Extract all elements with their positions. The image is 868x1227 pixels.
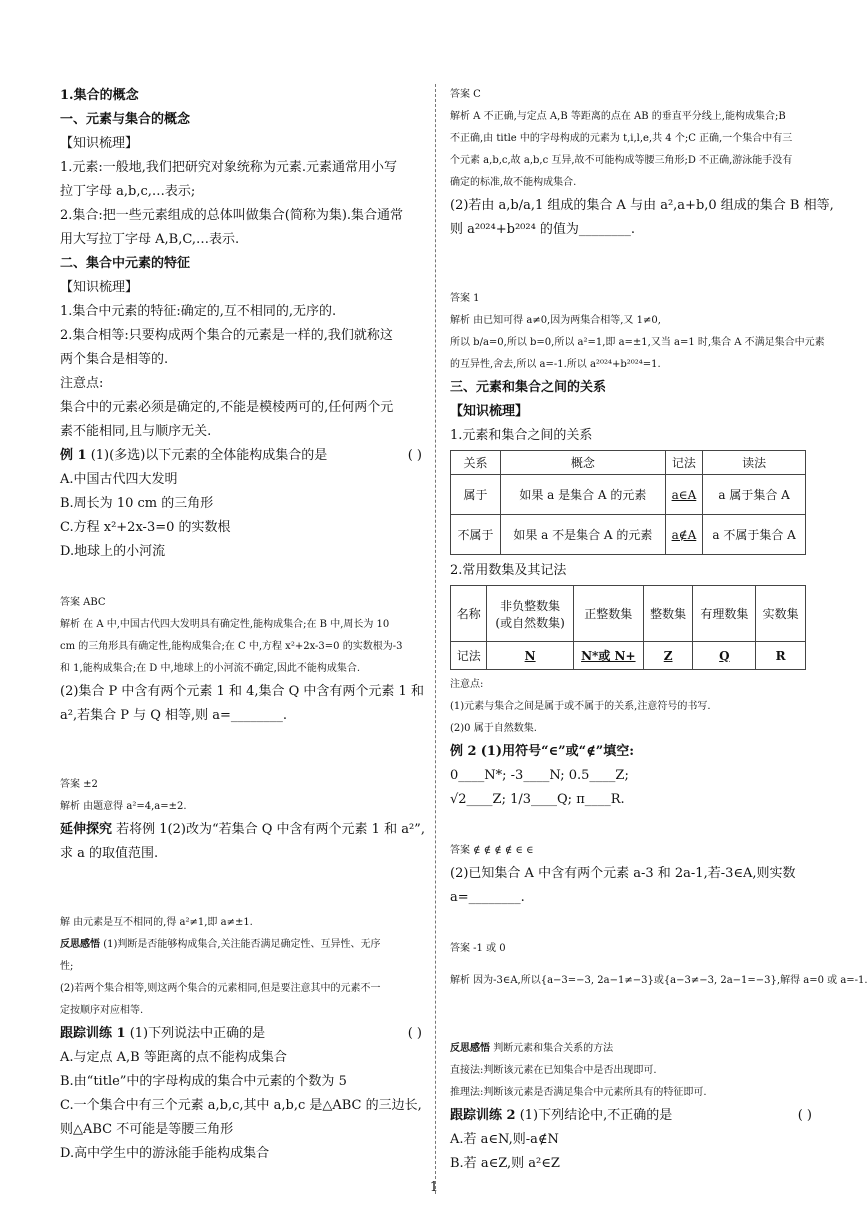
extension-label: 延伸探究	[60, 822, 113, 837]
paragraph: 集合中的元素必须是确定的,不能是模棱两可的,任何两个元	[60, 400, 394, 415]
option: C.方程 x²+2x-3=0 的实数根	[60, 520, 231, 535]
option: A.中国古代四大发明	[60, 472, 178, 487]
table-cell: a 不属于集合 A	[703, 515, 806, 555]
question-text: (1)用符号“∈”或“∉”填空:	[480, 744, 635, 759]
table-header: 关系	[451, 451, 501, 475]
table-header: 记法	[451, 642, 487, 670]
option: A.若 a∈N,则-a∉N	[450, 1132, 559, 1147]
extension-question	[60, 818, 425, 842]
example-label: 例 1	[60, 448, 87, 463]
explanation: 解析 因为-3∈A,所以{a−3=−3, 2a−1≠−3}或{a−3≠−3, 2a−1=−3},解得 a=0 或 a=-1.	[450, 975, 868, 986]
paragraph: 用大写拉丁字母 A,B,C,…表示.	[60, 232, 240, 247]
page-number: 1	[429, 1180, 439, 1195]
table-cell: N*或 N+	[573, 642, 643, 670]
example-question	[450, 740, 812, 764]
table-cell: R	[756, 642, 806, 670]
paragraph: 拉丁字母 a,b,c,…表示;	[60, 184, 196, 199]
question-text: (1)下列结论中,不正确的是	[519, 1108, 673, 1123]
table-cell: 属于	[451, 475, 501, 515]
explanation: 确定的标准,故不能构成集合.	[450, 177, 577, 188]
doc-title: 1.集合的概念	[60, 88, 139, 103]
knowledge-tag: 【知识梳理】	[450, 404, 529, 419]
table-header: 记法	[665, 451, 702, 475]
reflection: 推理法:判断该元素是否满足集合中元素所具有的特征即可.	[450, 1087, 707, 1098]
reflection: 反思感悟 (1)判断是否能够构成集合,关注能否满足确定性、互异性、无序	[60, 939, 381, 950]
table-header: 概念	[501, 451, 666, 475]
question-text: (1)(多选)以下元素的全体能构成集合的是	[90, 448, 328, 463]
note: (1)元素与集合之间是属于或不属于的关系,注意符号的书写.	[450, 701, 711, 712]
reflection: 直接法:判断该元素在已知集合中是否出现即可.	[450, 1065, 657, 1076]
table-row	[451, 586, 806, 642]
explanation: 解析 由题意得 a²=4,a=±2.	[60, 801, 187, 812]
explanation: 的互异性,舍去,所以 a=-1.所以 a²⁰²⁴+b²⁰²⁴=1.	[450, 359, 661, 370]
answer-blank: ( )	[407, 1026, 422, 1041]
table-header: 读法	[703, 451, 806, 475]
option: D.地球上的小河流	[60, 544, 166, 559]
section-heading: 二、集合中元素的特征	[60, 256, 191, 271]
answer-blank: ( )	[407, 448, 422, 463]
table-row	[451, 515, 806, 555]
option: D.高中学生中的游泳能手能构成集合	[60, 1146, 270, 1161]
option: C.一个集合中有三个元素 a,b,c,其中 a,b,c 是△ABC 的三边长,	[60, 1098, 422, 1113]
fill-line: √2____Z; 1/3____Q; π____R.	[450, 792, 625, 807]
table-cell: 不属于	[451, 515, 501, 555]
solution: 解 由元素是互不相同的,得 a²≠1,即 a≠±1.	[60, 917, 253, 928]
section-heading: 一、元素与集合的概念	[60, 112, 191, 127]
table-row	[451, 642, 806, 670]
paragraph: 2.集合相等:只要构成两个集合的元素是一样的,我们就称这	[60, 328, 393, 343]
question-text: 则 a²⁰²⁴+b²⁰²⁴ 的值为________.	[450, 222, 636, 237]
paragraph: 1.元素和集合之间的关系	[450, 428, 593, 443]
question-text: (2)若由 a,b/a,1 组成的集合 A 与由 a²,a+b,0 组成的集合 B 相等,	[450, 198, 834, 213]
reflection-label: 反思感悟	[60, 939, 100, 950]
option: B.若 a∈Z,则 a²∈Z	[450, 1156, 560, 1171]
question-text: 求 a 的取值范围.	[60, 846, 159, 861]
answer: 答案 -1 或 0	[450, 943, 506, 954]
option: B.由“title”中的字母构成的集合中元素的个数为 5	[60, 1074, 347, 1089]
paragraph: 1.集合中元素的特征:确定的,互不相同的,无序的.	[60, 304, 337, 319]
paragraph: 2.常用数集及其记法	[450, 563, 567, 578]
option: A.与定点 A,B 等距离的点不能构成集合	[60, 1050, 287, 1065]
example-question	[60, 444, 422, 468]
number-set-table	[450, 585, 806, 670]
explanation: 所以 b/a=0,所以 b=0,所以 a²=1,即 a=±1,又当 a=1 时,集合 A 不满足集合中元素	[450, 337, 825, 348]
relation-table	[450, 450, 806, 555]
right-column	[450, 84, 868, 1176]
note-label: 注意点:	[450, 679, 484, 690]
answer: 答案 ∉ ∉ ∉ ∉ ∈ ∈	[450, 845, 534, 856]
training-label: 跟踪训练 2	[450, 1108, 516, 1123]
column-divider	[435, 84, 436, 1194]
training-question	[450, 1104, 812, 1128]
paragraph: 两个集合是相等的.	[60, 352, 169, 367]
table-row	[451, 475, 806, 515]
question-text: a²,若集合 P 与 Q 相等,则 a=________.	[60, 708, 288, 723]
question-text: (2)已知集合 A 中含有两个元素 a-3 和 2a-1,若-3∈A,则实数	[450, 866, 796, 881]
answer: 答案 ABC	[60, 597, 106, 608]
example-label: 例 2	[450, 744, 477, 759]
section-heading: 三、元素和集合之间的关系	[450, 380, 607, 395]
answer-blank: ( )	[797, 1108, 812, 1123]
table-cell: Q	[693, 642, 756, 670]
paragraph: 1.元素:一般地,我们把研究对象统称为元素.元素通常用小写	[60, 160, 398, 175]
explanation: 个元素 a,b,c,故 a,b,c 互异,故不可能构成等腰三角形;D 不正确,游泳能手没有	[450, 155, 793, 166]
question-text: (1)下列说法中正确的是	[129, 1026, 266, 1041]
table-cell: 有理数集	[693, 586, 756, 642]
table-cell: 如果 a 不是集合 A 的元素	[501, 515, 666, 555]
explanation: 和 1,能构成集合;在 D 中,地球上的小河流不确定,因此不能构成集合.	[60, 663, 360, 674]
reflection: 反思感悟 判断元素和集合关系的方法	[450, 1043, 614, 1054]
table-cell: a∈A	[665, 475, 702, 515]
option: 则△ABC 不可能是等腰三角形	[60, 1122, 234, 1137]
question-text: (2)集合 P 中含有两个元素 1 和 4,集合 Q 中含有两个元素 1 和	[60, 684, 424, 699]
table-cell: N	[487, 642, 573, 670]
reflection: 定按顺序对应相等.	[60, 1005, 144, 1016]
paragraph: 素不能相同,且与顺序无关.	[60, 424, 212, 439]
table-cell: 正整数集	[573, 586, 643, 642]
explanation: 解析 A 不正确,与定点 A,B 等距离的点在 AB 的垂直平分线上,能构成集合;B	[450, 111, 786, 122]
table-cell: 整数集	[643, 586, 693, 642]
question-text: 若将例 1(2)改为“若集合 Q 中含有两个元素 1 和 a²”,	[116, 822, 425, 837]
answer: 答案 ±2	[60, 779, 98, 790]
answer: 答案 1	[450, 293, 480, 304]
training-label: 跟踪训练 1	[60, 1026, 126, 1041]
explanation: 解析 由已知可得 a≠0,因为两集合相等,又 1≠0,	[450, 315, 661, 326]
table-header: 名称	[451, 586, 487, 642]
reflection-label: 反思感悟	[450, 1043, 490, 1054]
table-cell: a 属于集合 A	[703, 475, 806, 515]
table-cell: 非负整数集 (或自然数集)	[487, 586, 573, 642]
reflection: 性;	[60, 961, 74, 972]
knowledge-tag: 【知识梳理】	[60, 280, 139, 295]
knowledge-tag: 【知识梳理】	[60, 136, 139, 151]
note: (2)0 属于自然数集.	[450, 723, 537, 734]
note-label: 注意点:	[60, 376, 104, 391]
left-column	[60, 84, 425, 1166]
table-cell: 如果 a 是集合 A 的元素	[501, 475, 666, 515]
explanation: cm 的三角形具有确定性,能构成集合;在 C 中,方程 x²+2x-3=0 的实数根为-3	[60, 641, 403, 652]
training-question	[60, 1022, 422, 1046]
reflection: (2)若两个集合相等,则这两个集合的元素相同,但是要注意其中的元素不一	[60, 983, 381, 994]
explanation: 不正确,由 title 中的字母构成的元素为 t,i,l,e,共 4 个;C 正确,一个集合中有三	[450, 133, 793, 144]
explanation: 解析 在 A 中,中国古代四大发明具有确定性,能构成集合;在 B 中,周长为 10	[60, 619, 390, 630]
question-text: a=________.	[450, 890, 525, 905]
table-cell: 实数集	[756, 586, 806, 642]
fill-line: 0____N*; -3____N; 0.5____Z;	[450, 768, 629, 783]
paragraph: 2.集合:把一些元素组成的总体叫做集合(简称为集).集合通常	[60, 208, 404, 223]
option: B.周长为 10 cm 的三角形	[60, 496, 214, 511]
answer: 答案 C	[450, 89, 481, 100]
table-cell: a∉A	[665, 515, 702, 555]
table-cell: Z	[643, 642, 693, 670]
table-header-row	[451, 451, 806, 475]
